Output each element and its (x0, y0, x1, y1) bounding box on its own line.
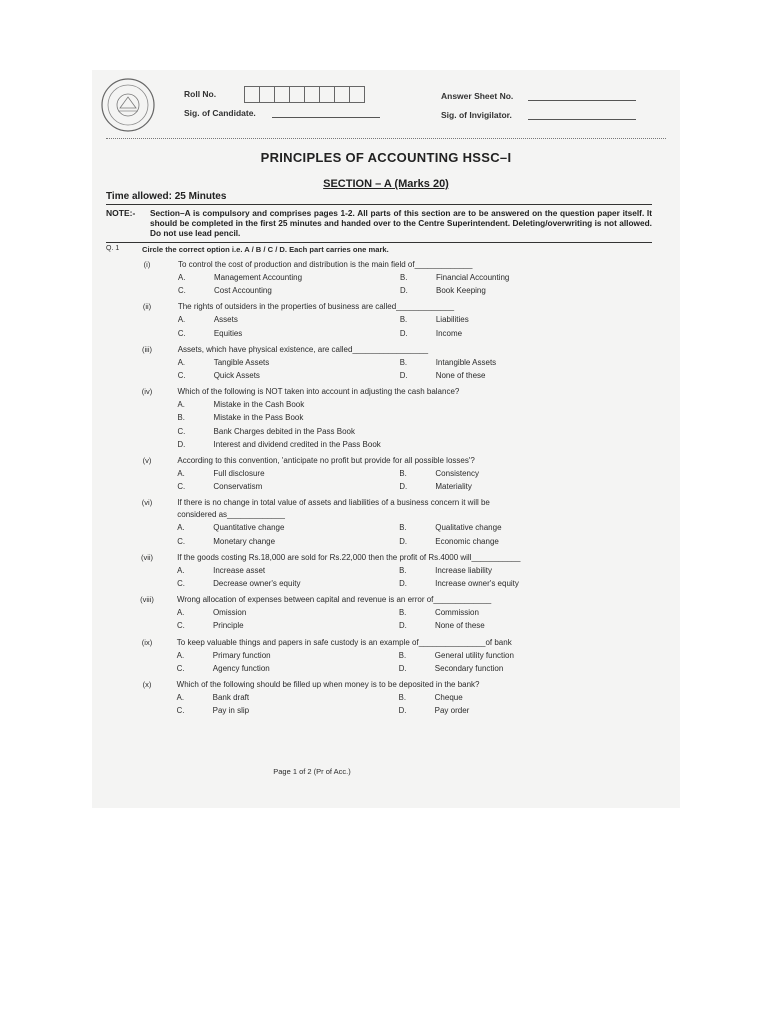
option-letter[interactable]: A. (177, 400, 185, 410)
option-text[interactable]: Increase owner's equity (435, 579, 519, 588)
board-seal-logo (100, 77, 156, 133)
sig-candidate-label: Sig. of Candidate. (184, 108, 256, 118)
option-text[interactable]: Commission (434, 608, 479, 618)
option-letter[interactable]: A. (177, 469, 185, 478)
option-text[interactable]: Secondary function (434, 663, 504, 673)
option-letter[interactable]: D. (398, 706, 407, 716)
option-letter[interactable]: C. (176, 663, 185, 673)
option-text[interactable]: Decrease owner's equity (213, 579, 301, 588)
option-letter[interactable]: A. (177, 523, 185, 533)
section-title: SECTION – A (Marks 20) (323, 178, 449, 190)
option-letter[interactable]: D. (399, 482, 408, 492)
option-text[interactable]: Management Accounting (214, 273, 303, 282)
option-letter[interactable]: A. (176, 608, 185, 618)
option-text[interactable]: Liabilities (435, 315, 469, 325)
option-text[interactable]: None of these (434, 621, 485, 631)
option-text[interactable]: Qualitative change (435, 523, 502, 533)
section-heading (92, 174, 680, 192)
option-letter[interactable]: D. (399, 328, 408, 338)
answer-sheet-label: Answer Sheet No. (441, 91, 514, 101)
option-letter[interactable]: B. (398, 608, 407, 618)
option-letter[interactable]: A. (177, 565, 185, 575)
question-3-text: Assets, which have physical existence, are called_________________ (177, 344, 429, 354)
option-text[interactable]: Pay in slip (212, 706, 250, 716)
roll-no-boxes[interactable] (244, 86, 364, 103)
option-letter[interactable]: B. (398, 693, 407, 702)
question-8-text: Wrong allocation of expenses between capital and revenue is an error of_____________ (176, 595, 492, 605)
option-text[interactable]: None of these (435, 371, 486, 380)
question-9-number: (ix) (141, 637, 153, 647)
question-10-number: (x) (142, 680, 152, 689)
option-text[interactable]: Monetary change (213, 536, 276, 546)
question-8-number: (viii) (140, 595, 154, 605)
option-text[interactable]: Financial Accounting (436, 273, 510, 282)
option-text[interactable]: Full disclosure (213, 469, 265, 478)
question-6-text: considered as_____________ (177, 510, 285, 520)
option-letter[interactable]: B. (399, 523, 407, 533)
option-letter[interactable]: B. (177, 413, 185, 423)
option-text[interactable]: Principle (212, 621, 244, 631)
option-letter[interactable]: D. (399, 579, 407, 588)
note-bottom-rule (106, 242, 652, 243)
option-letter[interactable]: C. (176, 621, 185, 631)
option-letter[interactable]: C. (177, 536, 186, 546)
option-text[interactable]: Economic change (435, 536, 499, 546)
option-text[interactable]: Income (435, 328, 463, 338)
option-letter[interactable]: D. (400, 286, 408, 296)
option-text[interactable]: Mistake in the Cash Book (213, 400, 305, 410)
option-text[interactable]: Agency function (212, 663, 270, 673)
option-text[interactable]: Consistency (435, 469, 479, 478)
option-text[interactable]: Cheque (434, 693, 463, 702)
option-text[interactable]: General utility function (434, 650, 514, 660)
question-4-number: (iv) (141, 387, 153, 397)
question-number: Q. 1 (106, 245, 120, 252)
question-7-number: (vii) (140, 552, 154, 562)
option-letter[interactable]: B. (399, 315, 408, 325)
note-top-rule (106, 204, 652, 205)
question-6-text: If there is no change in total value of assets and liabilities of a business concern it will be (177, 498, 490, 508)
answer-sheet-line[interactable] (528, 100, 636, 101)
option-letter[interactable]: A. (176, 650, 185, 660)
question-9-text: To keep valuable things and papers in safe custody is an example of_______________of bank (176, 637, 512, 647)
question-6-number: (vi) (141, 498, 153, 508)
page-footer: Page 1 of 2 (Pr of Acc.) (273, 767, 351, 776)
option-letter[interactable]: A. (177, 357, 186, 367)
option-letter[interactable]: C. (177, 426, 186, 436)
option-letter[interactable]: C. (177, 371, 186, 380)
option-text[interactable]: Increase asset (213, 565, 266, 575)
option-text[interactable]: Equities (213, 328, 243, 338)
option-text[interactable]: Mistake in the Pass Book (213, 413, 304, 423)
question-7-text: If the goods costing Rs.18,000 are sold for Rs.22,000 then the profit of Rs.4000 will___________ (177, 552, 521, 562)
sig-candidate-line[interactable] (272, 117, 380, 118)
note-label: NOTE:- (106, 208, 136, 218)
note-text: Section–A is compulsory and comprises pages 1-2. All parts of this section are to be answered on the question paper itself. It should be completed in the first 25 minutes and handed over to the Centre Superintendent. Deleting/overwriting is not allowed. Do not use lead pencil. (150, 208, 652, 238)
question-5-text: According to this convention, 'anticipate no profit but provide for all possible losses'? (177, 456, 475, 465)
option-letter[interactable]: D. (398, 663, 407, 673)
exam-paper (92, 70, 680, 808)
option-text[interactable]: Tangible Assets (213, 357, 270, 367)
option-text[interactable]: Conservatism (213, 482, 263, 492)
option-text[interactable]: Bank Charges debited in the Pass Book (213, 426, 355, 436)
option-letter[interactable]: D. (398, 621, 407, 631)
option-letter[interactable]: B. (400, 273, 408, 282)
option-letter[interactable]: D. (399, 371, 408, 380)
option-letter[interactable]: B. (398, 650, 407, 660)
question-3-number: (iii) (142, 344, 152, 354)
option-text[interactable]: Primary function (212, 650, 271, 660)
roll-no-label: Roll No. (184, 89, 217, 99)
option-letter[interactable]: A. (177, 315, 186, 325)
option-text[interactable]: Cost Accounting (214, 286, 272, 296)
option-letter[interactable]: D. (399, 536, 408, 546)
option-letter[interactable]: C. (177, 328, 186, 338)
option-text[interactable]: Quantitative change (213, 523, 285, 533)
option-letter[interactable]: C. (177, 482, 186, 492)
question-10-text: Which of the following should be filled up when money is to be deposited in the bank? (176, 680, 480, 689)
question-instruction: Circle the correct option i.e. A / B / C / D. Each part carries one mark. (142, 245, 389, 254)
time-allowed: Time allowed: 25 Minutes (106, 191, 227, 202)
option-text[interactable]: Book Keeping (436, 286, 486, 296)
option-letter[interactable]: B. (399, 469, 407, 478)
question-5-number: (v) (142, 456, 152, 465)
option-text[interactable]: Interest and dividend credited in the Pass Book (213, 439, 381, 449)
option-text[interactable]: Materiality (435, 482, 472, 492)
option-letter[interactable]: C. (177, 579, 185, 588)
option-letter[interactable]: D. (177, 439, 186, 449)
option-text[interactable]: Quick Assets (213, 371, 260, 380)
question-2-number: (ii) (142, 302, 152, 312)
option-text[interactable]: Pay order (434, 706, 470, 716)
question-4-text: Which of the following is NOT taken into account in adjusting the cash balance? (177, 387, 460, 397)
option-letter[interactable]: B. (399, 357, 408, 367)
question-1-text: To control the cost of production and distribution is the main field of_____________ (178, 260, 473, 269)
option-text[interactable]: Increase liability (435, 565, 493, 575)
option-letter[interactable]: A. (178, 273, 186, 282)
question-2-text: The rights of outsiders in the properties of business are called_____________ (177, 302, 455, 312)
question-1-number: (i) (143, 260, 151, 269)
sig-invigilator-line[interactable] (528, 119, 636, 120)
option-letter[interactable]: C. (176, 706, 185, 716)
option-letter[interactable]: A. (176, 693, 185, 702)
option-letter[interactable]: C. (178, 286, 186, 296)
option-text[interactable]: Assets (213, 315, 238, 325)
option-letter[interactable]: B. (399, 565, 407, 575)
option-text[interactable]: Omission (212, 608, 247, 618)
option-text[interactable]: Bank draft (212, 693, 250, 702)
sig-invigilator-label: Sig. of Invigilator. (441, 110, 512, 120)
option-text[interactable]: Intangible Assets (435, 357, 497, 367)
paper-title: PRINCIPLES OF ACCOUNTING HSSC–I (260, 150, 512, 165)
header-divider (106, 138, 666, 139)
